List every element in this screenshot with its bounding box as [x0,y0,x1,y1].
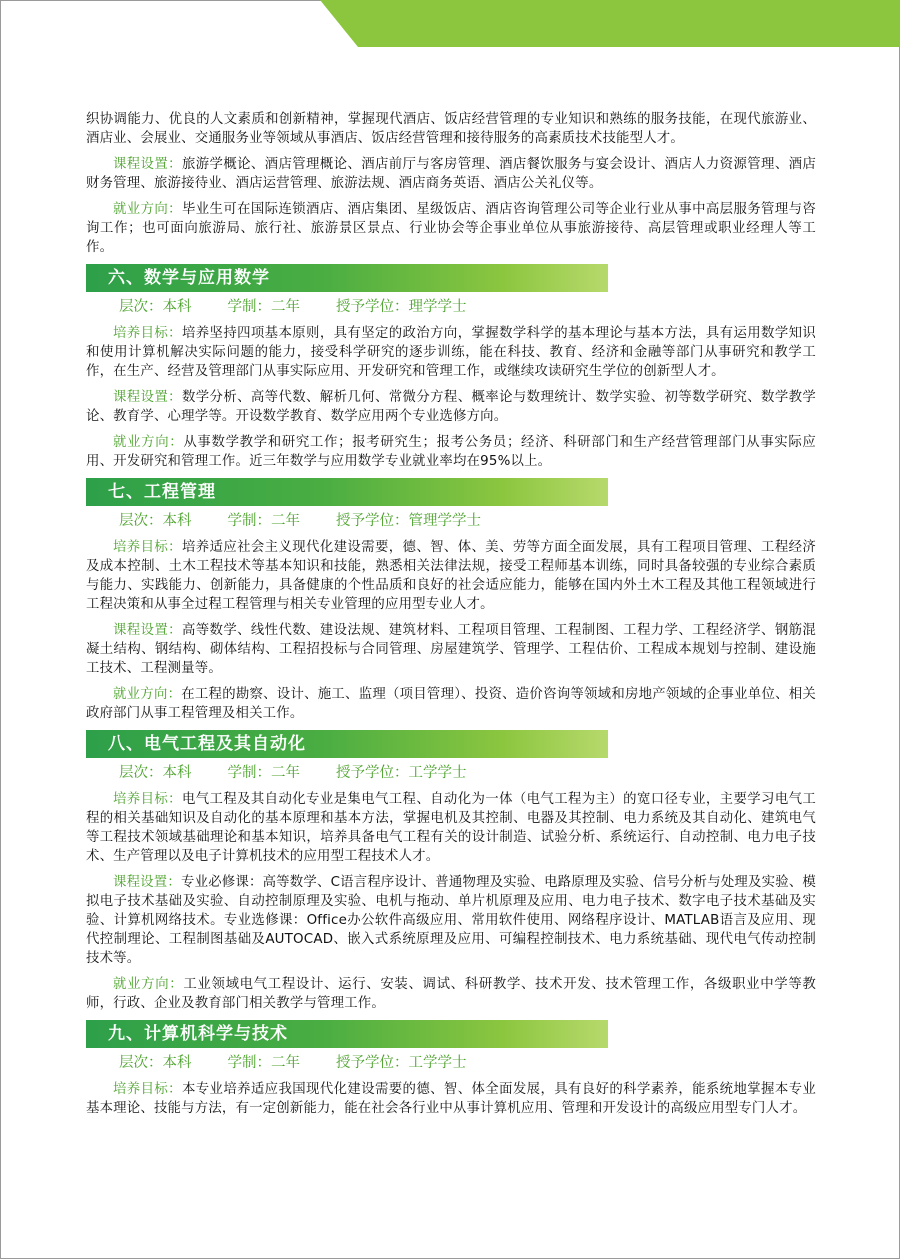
corner-accent-bar [320,0,900,47]
section-meta [119,296,816,318]
career-text: 在工程的勘察、设计、施工、监理（项目管理）、投资、造价咨询等领域和房地产领域的企事业单位、相关政府部门从事工程管理及相关工作。 [86,687,816,721]
career-label: 就业方向： [113,977,184,992]
career-text: 工业领域电气工程设计、运行、安装、调试、科研教学、技术开发、技术管理工作，各级职业中学等教师，行政、企业及教育部门相关教学与管理工作。 [86,977,817,1011]
degree-text: 授予学位：管理学学士 [336,513,481,529]
degree-text: 授予学位：理学学士 [336,299,467,315]
level-text: 层次：本科 [119,513,192,529]
degree-text: 授予学位：工学学士 [336,765,467,781]
section-header-engineering-management [86,478,608,506]
degree-text: 授予学位：工学学士 [336,1055,467,1071]
goal-text: 本专业培养适应我国现代化建设需要的德、智、体全面发展，具有良好的科学素养，能系统地掌握本专业基本理论、技能与方法，有一定创新能力，能在社会各行业中从事计算机应用、管理和开发设计的高级应用型专门人才。 [86,1082,817,1116]
course-text: 专业必修课：高等数学、C语言程序设计、普通物理及实验、电路原理及实验、信号分析与处理及实验、模拟电子技术基础及实验、自动控制原理及实验、电机与拖动、单片机原理及应用、电力电子技术、数字电子技术基础及实验、计算机网络技术。专业选修课：Office办公软件高级应用、常用软件使用、网络程序设计、MATLAB语言及应用、现代控制理论、工程制图基础及AUTOCAD、嵌入式系统原理及应用、可编程控制技术、电力系统基础、现代电气传动控制技术等。 [86,875,817,966]
goal-label: 培养目标： [113,792,182,807]
course-text: 高等数学、线性代数、建设法规、建筑材料、工程项目管理、工程制图、工程力学、工程经济学、钢筋混凝土结构、钢结构、砌体结构、工程招投标与合同管理、房屋建筑学、管理学、工程估价、工程成本规划与控制、建设施工技术、工程测量等。 [86,623,817,676]
section-header-math [86,264,608,292]
career-paragraph [86,685,816,723]
section-title: 八、电气工程及其自动化 [108,734,306,754]
duration-text: 学制：二年 [227,513,300,529]
goal-label: 培养目标： [113,326,182,341]
course-paragraph [86,873,816,968]
section-title: 七、工程管理 [108,482,216,502]
career-paragraph [86,975,816,1013]
career-text: 毕业生可在国际连锁酒店、酒店集团、星级饭店、酒店咨询管理公司等企业行业从事中高层服务管理与咨询工作；也可面向旅游局、旅行社、旅游景区景点、行业协会等企事业单位从事旅游接待、高层管理或职业经理人等工作。 [86,202,817,255]
course-label: 课程设置： [113,390,182,405]
goal-paragraph [86,790,816,866]
course-label: 课程设置： [113,623,182,638]
career-paragraph [86,433,816,471]
course-paragraph [86,621,816,678]
goal-text: 培养适应社会主义现代化建设需要，德、智、体、美、劳等方面全面发展，具有工程项目管理、工程经济及成本控制、土木工程技术等基本知识和技能，熟悉相关法律法规，接受工程师基本训练，同时具备较强的专业综合素质与能力、实践能力、创新能力，具备健康的个性品质和良好的社会适应能力，能够在国内外土木工程及其他工程领域进行工程决策和从事全过程工程管理与相关专业管理的应用型专业人才。 [86,540,817,612]
section-title: 六、数学与应用数学 [108,268,270,288]
section-meta [119,510,816,532]
level-text: 层次：本科 [119,765,192,781]
intro-career-paragraph [86,200,816,257]
duration-text: 学制：二年 [227,1055,300,1071]
goal-paragraph [86,1080,816,1118]
course-text: 数学分析、高等代数、解析几何、常微分方程、概率论与数理统计、数学实验、初等数学研究、数学教学论、教育学、心理学等。开设数学教育、数学应用两个专业选修方向。 [86,390,817,424]
section-header-computer-science [86,1020,608,1048]
level-text: 层次：本科 [119,1055,192,1071]
career-label: 就业方向： [113,687,182,702]
section-title: 九、计算机科学与技术 [108,1024,288,1044]
duration-text: 学制：二年 [227,765,300,781]
career-label: 就业方向： [113,435,184,450]
career-text: 从事数学教学和研究工作；报考研究生；报考公务员；经济、科研部门和生产经营管理部门从事实际应用、开发研究和管理工作。近三年数学与应用数学专业就业率均在95%以上。 [86,435,817,469]
intro-text: 织协调能力、优良的人文素质和创新精神，掌握现代酒店、饭店经营管理的专业知识和熟练的服务技能，在现代旅游业、酒店业、会展业、交通服务业等领域从事酒店、饭店经营管理和接待服务的高素质技术技能型人才。 [86,112,816,146]
intro-paragraph [86,110,816,148]
intro-course-paragraph [86,155,816,193]
goal-label: 培养目标： [113,540,182,555]
duration-text: 学制：二年 [227,299,300,315]
course-label: 课程设置： [113,875,181,890]
course-paragraph [86,388,816,426]
goal-paragraph [86,538,816,614]
document-body [86,110,816,1125]
goal-label: 培养目标： [113,1082,182,1097]
course-label: 课程设置： [113,157,182,172]
course-text: 旅游学概论、酒店管理概论、酒店前厅与客房管理、酒店餐饮服务与宴会设计、酒店人力资源管理、酒店财务管理、旅游接待业、酒店运营管理、旅游法规、酒店商务英语、酒店公关礼仪等。 [86,157,817,191]
section-header-electrical [86,730,608,758]
goal-text: 电气工程及其自动化专业是集电气工程、自动化为一体（电气工程为主）的宽口径专业，主要学习电气工程的相关基础知识及自动化的基本原理和基本方法，掌握电机及其控制、电器及其控制、电力系统及其自动化、建筑电气等工程技术领域基础理论和基本知识，培养具备电气工程有关的设计制造、试验分析、系统运行、自动控制、电力电子技术、生产管理以及电子计算机技术的应用型工程技术人才。 [86,792,817,864]
level-text: 层次：本科 [119,299,192,315]
goal-text: 培养坚持四项基本原则，具有坚定的政治方向，掌握数学科学的基本理论与基本方法，具有运用数学知识和使用计算机解决实际问题的能力，接受科学研究的逐步训练，能在科技、教育、经济和金融等部门从事研究和教学工作，在生产、经营及管理部门从事实际应用、开发研究和管理工作，或继续攻读研究生学位的创新型人才。 [86,326,817,379]
section-meta [119,762,816,784]
career-label: 就业方向： [113,202,182,217]
section-meta [119,1052,816,1074]
goal-paragraph [86,324,816,381]
